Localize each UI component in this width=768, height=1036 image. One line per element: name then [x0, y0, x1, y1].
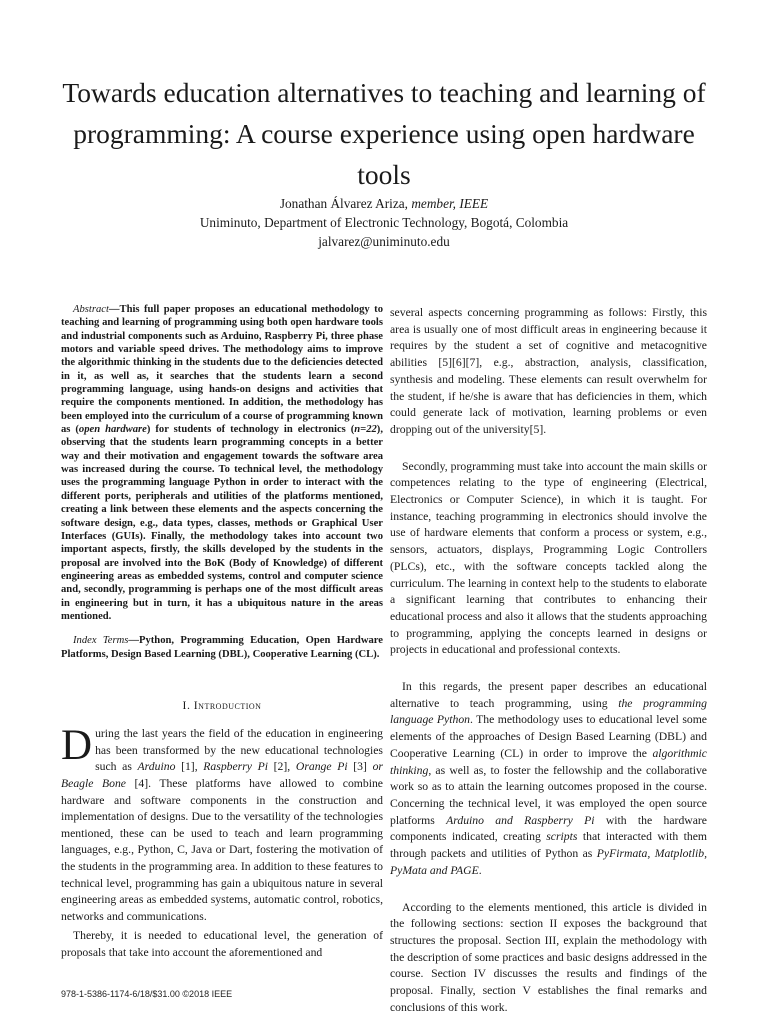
- abstract-emph-1: open hardware: [78, 424, 147, 436]
- right-p3-text-c: , as well as, to foster the fellowship and the collaborative work so as to attain the learning outcomes proposed in the course. Concerning the technical level, it was employed the open source platforms: [390, 763, 707, 827]
- author-role: member, IEEE: [411, 196, 489, 211]
- author-block: [60, 194, 708, 251]
- right-paragraph-1: several aspects concerning programming as follows: Firstly, this area is usually one of most difficult areas in engineering because it requires by the student a set of cognitive and metacognitive abilities [5][6][7], e.g., abstraction, analysis, classification, synthesis and modeling. These elements can result overwhelm for the student, if he/she is aware that has deficiencies in them, which could generate lack of motivation, learning problems or even dropping out of the university[5].: [390, 306, 707, 436]
- copyright-footer: 978-1-5386-1174-6/18/$31.00 ©2018 IEEE: [61, 989, 233, 999]
- author-email: jalvarez@uniminuto.edu: [318, 234, 450, 249]
- intro-text-a: uring the last years the field of the education in engineering has been transformed by the new educational technologies such as: [95, 727, 383, 774]
- intro-text-e: [4]. These platforms have allowed to combine hardware and software components in the construction and implementation of designs. Due to the versatility of the technologies mentioned, these can be used to teach and learn programming languages, e.g., Python, C, Java or Dart, fostering the motivation of the students in the programming area. In addition to these features to technical level, programming has gain a ubiquitous nature in several engineering areas as embedded systems, automatic control, robotics, networks and communications.: [61, 777, 383, 923]
- intro-paragraph-2: Thereby, it is needed to educational level, the generation of proposals that take into account the aforementioned and: [61, 929, 383, 959]
- intro-emph-raspberry: Raspberry Pi: [203, 760, 269, 774]
- author-affiliation: Uniminuto, Department of Electronic Technology, Bogotá, Colombia: [199, 215, 569, 230]
- author-name: Jonathan Álvarez Ariza,: [279, 196, 408, 211]
- right-p3-emph-3: Arduino and Raspberry Pi: [446, 813, 595, 827]
- right-paragraph-4: According to the elements mentioned, this article is divided in the following sections: section II exposes the background that structures the proposal. Section III, explain the methodology with the description of some practices and basic designs addressed in the course. Section IV discusses the results and findings of the proposal. Finally, section V establishes the final remarks and conclusions of this work.: [390, 900, 707, 1014]
- right-p3-text-d: with the hardware components indicated, creating: [390, 813, 707, 844]
- intro-text-d: [3]: [347, 760, 373, 774]
- index-terms-text: —Python, Programming Education, Open Hardware Platforms, Design Based Learning (DBL), Cooperative Learning (CL).: [61, 635, 383, 660]
- right-p3-text-e: that interacted with them through packets and utilities of Python as: [390, 830, 707, 861]
- right-paragraph-2: Secondly, programming must take into account the main skills or competences relating to the type of engineering (Electrical, Electronics or Computer Science), in which it is taught. For instance, teaching programming in electronics should involve the use of hardware elements that conform a process or system, e.g., sensors, actuators, displays, Programming Logic Controllers (PLCs), etc., with the software concepts tackled along the curriculum. The learning in context help to the students to elaborate a significant learning that contributes to enhancing their educational process and also it allows that the students approaching to programming, applying the concepts learned in designs or projects in educational and professional contexts.: [390, 459, 707, 657]
- abstract-text-2: ) for students of technology in electronics (: [146, 424, 355, 436]
- index-terms: [61, 634, 383, 661]
- abstract-emph-2: n=22: [354, 424, 377, 436]
- abstract-label: Abstract: [73, 304, 109, 315]
- intro-emph-orange: Orange Pi: [295, 760, 348, 774]
- paper-title: Towards education alternatives to teaching and learning of programming: A course experience using open hardware tools: [62, 77, 706, 190]
- right-p3-text-f: .: [478, 863, 482, 877]
- right-column: [390, 305, 707, 1036]
- abstract: [61, 303, 383, 623]
- author-line: [60, 194, 708, 213]
- left-column: [61, 303, 383, 962]
- abstract-text-1: —This full paper proposes an educational methodology to teaching and learning of programming using both open hardware tools and industrial components such as Arduino, Raspberry Pi, three phase motors and variable speed drives. The methodology aims to improve the algorithmic thinking in the students due to the deficiencies detected in it, as well as, it searches that the students learn a second programming language, using hands-on designs and activities that require the components mentioned. In addition, the methodology has been employed into the curriculum of a course of programming known as (: [61, 304, 383, 436]
- right-paragraph-3: [390, 679, 707, 879]
- intro-emph-arduino: Arduino: [137, 760, 176, 774]
- index-terms-label: Index Terms: [73, 635, 129, 647]
- abstract-text-3: ), observing that the students learn programming concepts in a better way and their motivation and engagement towards the software area was increased during the course. To technical level, the methodology uses the programming language Python in order to interact with the different ports, peripherals and utilities of the platforms mentioned, creating a link between these elements and the aspects concerning the software design, e.g., data types, classes, methods or Graphical User Interfaces (GUIs). Finally, the methodology takes into account two important aspects, firstly, the skills developed by the students in the proposal are involved into the BoK (Body of Knowledge) of different engineering areas as embedded systems, control and computer science and, secondly, programming is perhaps one of the most difficult areas in engineering but in turn, it has a ubiquitous nature in the areas mentioned.: [61, 424, 383, 622]
- intro-text-b: [1],: [175, 760, 204, 774]
- right-p3-emph-5: PyFirmata, Matplotlib, PyMata and PAGE: [390, 847, 707, 877]
- right-p3-emph-2: algorithmic thinking: [390, 746, 707, 777]
- intro-emph-beagle: or Beagle Bone: [61, 760, 383, 791]
- right-p3-text-a: In this regards, the present paper describes an educational alternative to teach programming, using: [390, 680, 707, 710]
- intro-paragraph-1: [61, 722, 383, 925]
- right-p3-emph-4: scripts: [546, 830, 578, 844]
- drop-cap: D: [61, 722, 93, 770]
- right-p3-text-b: . The methodology uses to educational level some elements of the approaches of Design Based Learning (DBL) and Cooperative Learning (CL) in order to improve the: [390, 713, 707, 760]
- right-p3-emph-1: the programming language Python: [390, 696, 707, 727]
- section-heading-introduction: I. Introduction: [182, 698, 262, 712]
- intro-text-c: [2],: [268, 760, 296, 774]
